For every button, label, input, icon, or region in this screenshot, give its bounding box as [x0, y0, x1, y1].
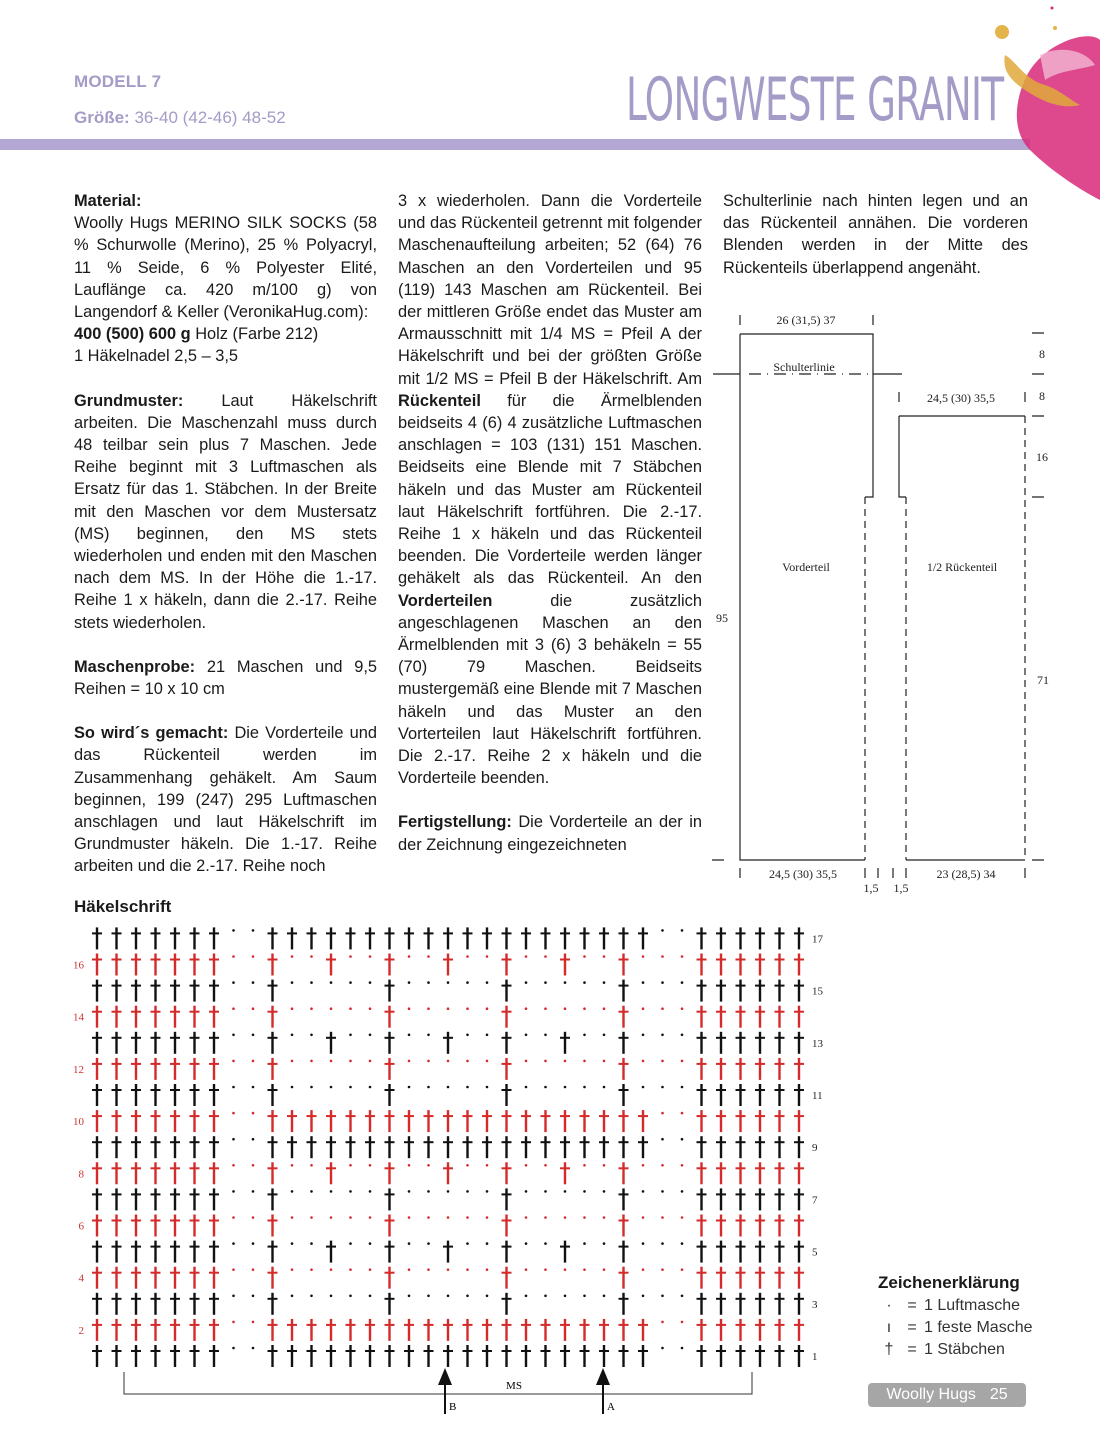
text-part: die zusätzlich angeschlagenen Maschen an den Ärmelblenden mit 3 (6) 3 behäkeln = 55 (70) 79 Maschen. Beidseits mustergemäß eine Blende mit 7 Maschen häkeln und das Muster an den Vorterteilen laut Häkelschrift fortführen. Die 2.-17. Reihe 2 x häkeln und die Vorderteile beenden. [398, 591, 702, 788]
band-width-2: 1,5 [893, 881, 909, 895]
front-top-width: 26 (31,5) 37 [776, 313, 836, 327]
dim-8a: 8 [1039, 347, 1045, 361]
chart-legend [878, 1273, 1033, 1361]
instructions-text: Die Vorderteile und das Rückenteil werden im Zusammenhang gehäkelt. Am Saum beginnen, 199 (247) 295 Luftmaschen anschlagen und laut Häkelschrift im Grundmuster häkeln. Die 1.-17. Reihe arbeiten und die 2.-17. Reihe noch [74, 724, 377, 876]
repeat-bracket [124, 1372, 752, 1394]
text-column-2 [398, 190, 702, 878]
legend-equals: = [907, 1319, 917, 1336]
grundmuster-section [74, 390, 377, 634]
front-bottom-width: 24,5 (30) 35,5 [769, 867, 837, 881]
chain-stitch-icon: · [886, 1297, 892, 1314]
legend-equals: = [907, 1297, 917, 1314]
legend-label: 1 Luftmasche [924, 1297, 1021, 1314]
garment-schematic [700, 300, 1100, 900]
material-heading: Material: [74, 192, 142, 210]
page-number: 25 [989, 1386, 1008, 1403]
maschenprobe-text: 21 Maschen und 9,5 Reihen = 10 x 10 cm [74, 657, 377, 699]
header-divider [0, 139, 1030, 150]
page-title: LONGWESTE GRANIT [626, 65, 1004, 135]
text-column-1 [74, 190, 377, 900]
rueckenteil-heading: Rückenteil [398, 391, 481, 410]
row-label-right: 15 [812, 985, 823, 998]
dim-71: 71 [1037, 673, 1049, 687]
fertigstellung-continued: Schulterlinie nach hinten legen und an das Rückenteil annähen. Die vorderen Blenden werden in der Mitte des Rückenteils überlappend angenäht. [723, 192, 1028, 277]
page-footer-badge [868, 1383, 1026, 1407]
fertigstellung-text: Die Vorderteile an der in der Zeichnung eingezeichneten [398, 813, 702, 854]
arrow-up-icon [438, 1368, 452, 1385]
row-label-left: 8 [78, 1168, 84, 1181]
row-label-left: 2 [78, 1324, 84, 1337]
material-section [74, 190, 377, 368]
double-crochet-icon: † [884, 1341, 894, 1358]
back-label: 1/2 Rückenteil [926, 560, 998, 574]
legend-label: 1 feste Masche [924, 1319, 1033, 1336]
grundmuster-text: Laut Häkelschrift arbeiten. Die Maschenzahl muss durch 48 teilbar sein plus 7 Maschen. Jede Reihe beginnt mit 3 Luftmaschen als Ersatz für das 1. Stäbchen. In der Breite mit den Maschen vor dem Mustersatz (MS) beginnen, den MS stets wiederholen und enden mit den Maschen nach dem MS. In der Höhe die 1.-17. Reihe 1 x häkeln, dann die 2.-17. Reihe stets wiederholen. [74, 391, 377, 632]
grundmuster-heading: Grundmuster: [74, 391, 184, 410]
row-label-right: 9 [812, 1142, 818, 1155]
vorderteilen-heading: Vorderteilen [398, 591, 493, 610]
row-label-right: 3 [812, 1298, 818, 1311]
size-line [74, 108, 286, 128]
row-label-right: 11 [812, 1090, 823, 1102]
legend-item-double-crochet [878, 1339, 1033, 1361]
size-label: Größe: [74, 108, 130, 127]
text-part: 3 x wiederholen. Dann die Vorderteile und das Rückenteil getrennt mit folgender Maschenaufteilung arbeiten; 52 (64) 76 Maschen an den Vorderteilen und 95 (119) 143 Maschen am Rückenteil. Bei der mittleren Größe endet das Muster am Armausschnitt mit 1/4 MS = Pfeil A der Häkelschrift und bei der größten Größe mit 1/2 MS = Pfeil B der Häkelschrift. Am [398, 192, 702, 388]
dim-95: 95 [716, 611, 728, 625]
arrow-label: A [607, 1401, 615, 1413]
text-column-3 [723, 190, 1028, 301]
dim-16: 16 [1036, 450, 1048, 464]
fertigstellung-heading: Fertigstellung: [398, 813, 512, 832]
single-crochet-icon: ı [886, 1319, 892, 1336]
material-needle: 1 Häkelnadel 2,5 – 3,5 [74, 347, 239, 366]
row-label-right: 1 [812, 1351, 818, 1363]
arrow-up-icon [596, 1368, 610, 1385]
row-label-left: 16 [73, 959, 84, 972]
crochet-chart [60, 915, 840, 1425]
text-part: für die Ärmelblenden beidseits 4 (6) 4 zusätzliche Luftmaschen anschlagen = 103 (131) 151 Maschen. Beidseits eine Blende mit 7 Stäbchen häkeln und das Muster am Rückenteil laut Häkelschrift fortführen. Die 2.-17. Reihe 1 x häkeln und das Rückenteil beenden. Die Vorderteile werden länger gehäkelt als das Rückenteil. An den [398, 391, 702, 588]
legend-equals: = [907, 1341, 917, 1358]
back-bottom-width: 23 (28,5) 34 [936, 867, 996, 881]
arrow-label: B [449, 1401, 457, 1413]
row-label-right: 17 [812, 933, 823, 946]
front-label: Vorderteil [782, 560, 830, 574]
repeat-label: MS [506, 1380, 522, 1392]
row-label-right: 7 [812, 1194, 818, 1207]
legend-item-single-crochet [878, 1317, 1033, 1339]
material-text: Woolly Hugs MERINO SILK SOCKS (58 % Schurwolle (Merino), 25 % Polyacryl, 11 % Seide, 6 % Polyester Elité, Lauflänge ca. 420 m/100 g) von Langendorf & Keller (VeronikaHug.com): [74, 214, 377, 322]
instructions-continued [398, 190, 702, 789]
size-value: 36-40 (42-46) 48-52 [129, 108, 286, 127]
fertigstellung-section [398, 811, 702, 855]
maschenprobe-heading: Maschenprobe: [74, 657, 196, 676]
material-amount: 400 (500) 600 g [74, 325, 191, 344]
legend-title: Zeichenerklärung [878, 1273, 1020, 1292]
row-label-left: 10 [73, 1116, 84, 1129]
band-width-1: 1,5 [863, 881, 879, 895]
dim-8b: 8 [1039, 389, 1045, 403]
row-label-left: 14 [73, 1011, 84, 1024]
watercolor-splash-decoration [990, 0, 1100, 200]
row-label-right: 5 [812, 1246, 818, 1259]
legend-label: 1 Stäbchen [924, 1341, 1005, 1358]
chart-title: Häkelschrift [74, 897, 172, 916]
instructions-heading: So wird´s gemacht: [74, 724, 229, 743]
maschenprobe-section [74, 656, 377, 700]
model-number: MODELL 7 [74, 72, 162, 91]
back-top-width: 24,5 (30) 35,5 [927, 391, 995, 405]
material-color: Holz (Farbe 212) [190, 325, 319, 344]
row-label-left: 12 [73, 1063, 84, 1076]
legend-item-chain [878, 1295, 1033, 1317]
shoulder-line-label: Schulterlinie [773, 360, 835, 374]
instructions-section [74, 722, 377, 877]
row-label-right: 13 [812, 1037, 823, 1050]
footer-brand: Woolly Hugs [886, 1386, 976, 1403]
row-label-left: 4 [78, 1272, 84, 1285]
row-label-left: 6 [78, 1220, 84, 1233]
